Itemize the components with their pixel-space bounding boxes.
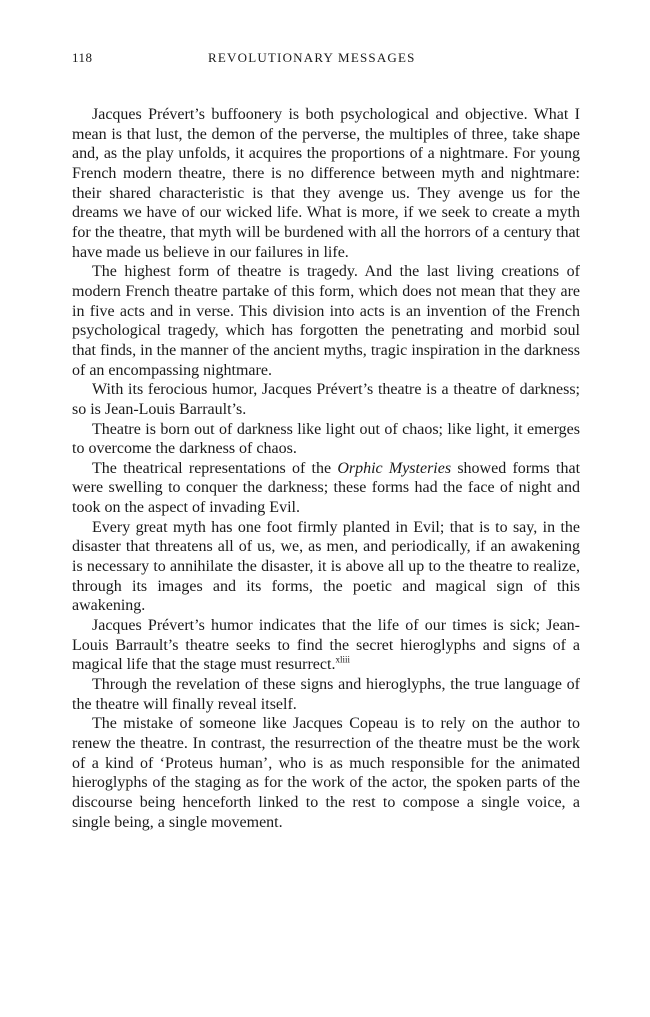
paragraph-6: Every great myth has one foot firmly planted in Evil; that is to say, in the disaster that threatens all of us, we, as men, and periodically, if an awakening is necessary to annihilate the disaster, it is above all up to the theatre to realize, through its images and its forms, the poetic and magical sign of this awakening. — [72, 518, 580, 615]
book-title-italic: Orphic Mysteries — [337, 459, 452, 477]
footnote-marker[interactable]: xliii — [335, 655, 350, 666]
paragraph-3: With its ferocious humor, Jacques Prévert’s theatre is a theatre of darkness; so is Jean-Louis Barrault’s. — [72, 381, 580, 418]
paragraph-9: The mistake of someone like Jacques Copeau is to rely on the author to renew the theatre. In contrast, the resurrection of the theatre must be the work of a kind of ‘Proteus human’, who is as much responsible for the animated hieroglyphs of the staging as for the work of the actor, the spoken parts of the discourse being henceforth linked to the rest to compose a single voice, a single being, a single movement. — [72, 715, 580, 831]
paragraph-7 — [72, 616, 580, 675]
paragraph-2: The highest form of theatre is tragedy. And the last living creations of modern French theatre partake of this form, which does not mean that they are in five acts and in verse. This division into acts is an invention of the French psychological tragedy, which has forgotten the penetrating and morbid soul that finds, in the manner of the ancient myths, tragic inspiration in the darkness of an encompassing nightmare. — [72, 263, 580, 379]
paragraph-1: Jacques Prévert’s buffoonery is both psychological and objective. What I mean is that lust, the demon of the perverse, the multiples of three, take shape and, as the play unfolds, it acquires the proportions of a nightmare. For young French modern theatre, there is no difference between myth and nightmare: their shared characteristic is that they avenge us. They avenge us for the dreams we have of our wicked life. What is more, if we seek to create a myth for the theatre, that myth will be burdened with all the horrors of a century that have made us believe in our failures in life. — [72, 106, 580, 261]
page-header — [72, 50, 580, 70]
paragraph-7-text: Jacques Prévert’s humor indicates that the life of our times is sick; Jean-Louis Barrault’s theatre seeks to find the secret hieroglyphs and signs of a magical life that the stage must resurrect. — [72, 617, 580, 674]
running-head: REVOLUTIONARY MESSAGES — [208, 50, 416, 65]
paragraph-4: Theatre is born out of darkness like light out of chaos; like light, it emerges to overcome the darkness of chaos. — [72, 420, 580, 458]
page-number: 118 — [72, 50, 93, 65]
paragraph-5-lead: The theatrical representations of the — [92, 459, 338, 477]
paragraph-5-rest: showed forms that were swelling to conquer the darkness; these forms had the face of night and took on the aspect of invading Evil. — [72, 459, 581, 517]
paragraph-5 — [72, 459, 580, 518]
paragraph-8: Through the revelation of these signs and hieroglyphs, the true language of the theatre will finally reveal itself. — [72, 676, 580, 713]
body-text — [72, 105, 580, 832]
